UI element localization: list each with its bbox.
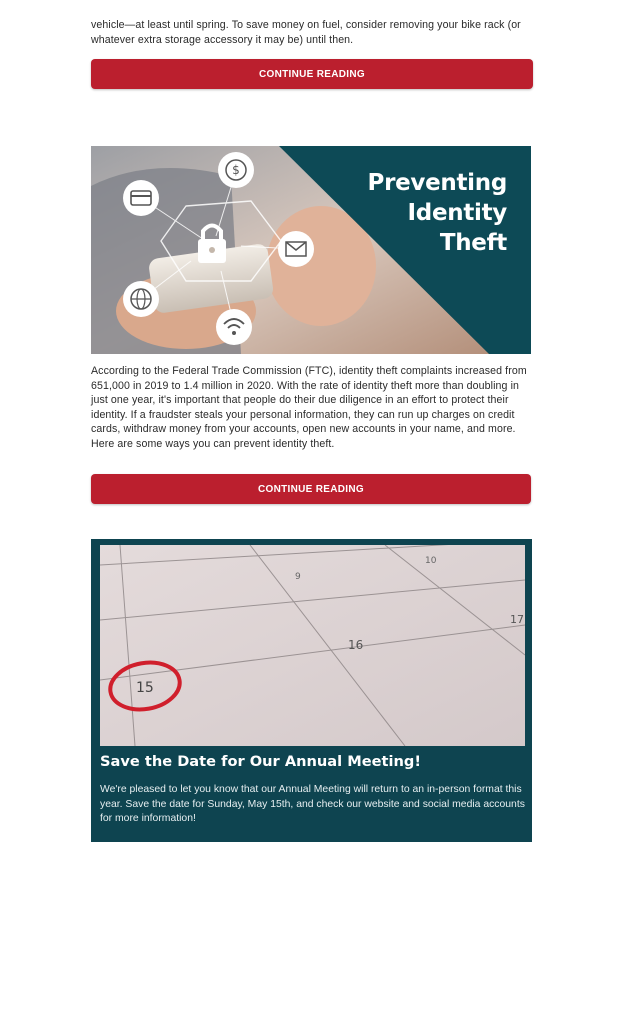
continue-reading-button-2[interactable]: CONTINUE READING [91,474,531,504]
calendar-photo [100,545,525,746]
banner-title-line-2: Identity [407,200,507,226]
annual-meeting-paragraph: We're pleased to let you know that our Annual Meeting will return to an in-person format this year. Save the date for Sunday, May 15th, and check our website and social media accounts for more information! [100,784,525,825]
calendar-number-16: 16 [348,638,364,652]
banner-title-line-1: Preventing [367,170,507,196]
calendar-number-10: 10 [425,556,437,566]
intro-paragraph: vehicle—at least until spring. To save money on fuel, consider removing your bike rack (or whatever extra storage accessory it may be) until then. [91,19,521,46]
wifi-icon [216,309,252,345]
identity-theft-paragraph: According to the Federal Trade Commission (FTC), identity theft complaints increased from 651,000 in 2019 to 1.4 million in 2020. With the rate of identity theft more than doubling in just one year, it's important that people do their due diligence in an effort to protect their identity. If a fraudster steals your personal information, they can run up charges on credit cards, withdraw money from your accounts, open new accounts in your name, and more. Here are some ways you can prevent identity theft. [91,365,527,450]
annual-meeting-card [91,539,532,842]
calendar-illustration [100,545,525,746]
annual-meeting-title: Save the Date for Our Annual Meeting! [100,753,422,770]
continue-reading-button-1[interactable]: CONTINUE READING [91,59,533,89]
calendar-number-15: 15 [136,680,154,696]
dollar-icon [218,152,254,188]
svg-text:$: $ [232,163,240,177]
credit-card-icon [123,180,159,216]
banner-title [368,168,507,258]
mail-icon [278,231,314,267]
calendar-number-9: 9 [295,572,301,582]
banner-title-line-3: Theft [439,230,507,256]
calendar-number-17: 17 [510,613,524,626]
identity-theft-banner [91,146,531,354]
globe-icon [123,281,159,317]
